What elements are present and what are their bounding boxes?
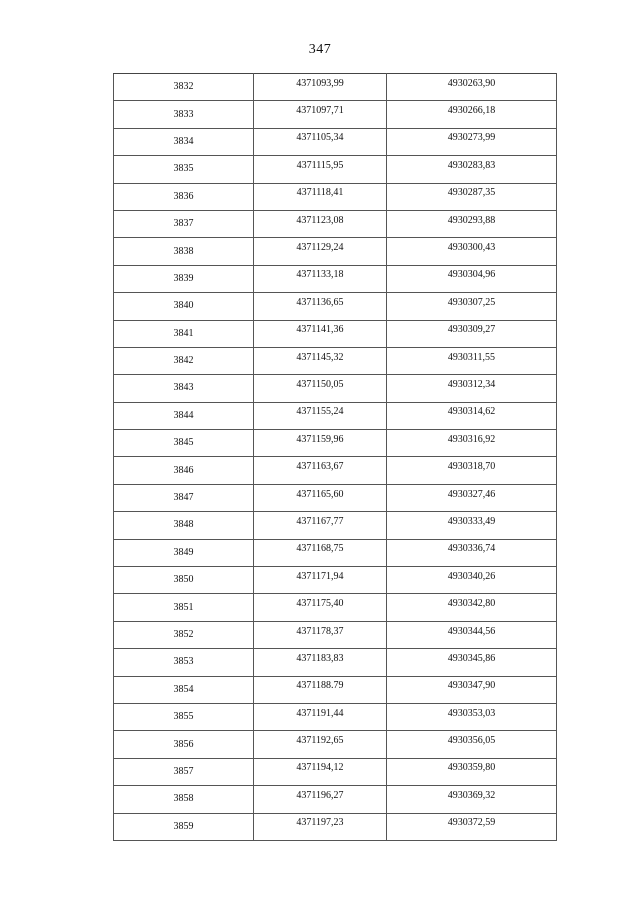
table-row bbox=[114, 731, 557, 758]
y-coordinate-cell: 4930340,26 bbox=[387, 567, 557, 594]
table-row bbox=[114, 758, 557, 785]
point-number-cell: 3833 bbox=[114, 101, 254, 128]
y-coordinate-cell: 4930327,46 bbox=[387, 484, 557, 511]
coordinates-table-body bbox=[114, 74, 557, 841]
y-coordinate-cell: 4930345,86 bbox=[387, 649, 557, 676]
x-coordinate-cell: 4371155,24 bbox=[254, 402, 387, 429]
y-coordinate-cell: 4930314,62 bbox=[387, 402, 557, 429]
table-row bbox=[114, 430, 557, 457]
point-number-cell: 3858 bbox=[114, 786, 254, 813]
point-number-cell: 3855 bbox=[114, 703, 254, 730]
table-row bbox=[114, 156, 557, 183]
point-number-cell: 3848 bbox=[114, 512, 254, 539]
point-number-cell: 3837 bbox=[114, 210, 254, 237]
y-coordinate-cell: 4930347,90 bbox=[387, 676, 557, 703]
table-row bbox=[114, 676, 557, 703]
point-number-cell: 3852 bbox=[114, 621, 254, 648]
y-coordinate-cell: 4930309,27 bbox=[387, 320, 557, 347]
x-coordinate-cell: 4371133,18 bbox=[254, 265, 387, 292]
point-number-cell: 3854 bbox=[114, 676, 254, 703]
table-row bbox=[114, 265, 557, 292]
table-row bbox=[114, 786, 557, 813]
point-number-cell: 3835 bbox=[114, 156, 254, 183]
y-coordinate-cell: 4930333,49 bbox=[387, 512, 557, 539]
x-coordinate-cell: 4371196,27 bbox=[254, 786, 387, 813]
y-coordinate-cell: 4930316,92 bbox=[387, 430, 557, 457]
page-number: 347 bbox=[308, 42, 332, 57]
table-row bbox=[114, 183, 557, 210]
point-number-cell: 3842 bbox=[114, 347, 254, 374]
table-row bbox=[114, 649, 557, 676]
point-number-cell: 3843 bbox=[114, 375, 254, 402]
table-row bbox=[114, 567, 557, 594]
table-row bbox=[114, 293, 557, 320]
table-row bbox=[114, 539, 557, 566]
point-number-cell: 3857 bbox=[114, 758, 254, 785]
point-number-cell: 3836 bbox=[114, 183, 254, 210]
x-coordinate-cell: 4371183,83 bbox=[254, 649, 387, 676]
x-coordinate-cell: 4371097,71 bbox=[254, 101, 387, 128]
x-coordinate-cell: 4371115,95 bbox=[254, 156, 387, 183]
y-coordinate-cell: 4930311,55 bbox=[387, 347, 557, 374]
table-row bbox=[114, 402, 557, 429]
point-number-cell: 3832 bbox=[114, 74, 254, 101]
point-number-cell: 3844 bbox=[114, 402, 254, 429]
y-coordinate-cell: 4930344,56 bbox=[387, 621, 557, 648]
y-coordinate-cell: 4930353,03 bbox=[387, 703, 557, 730]
y-coordinate-cell: 4930312,34 bbox=[387, 375, 557, 402]
y-coordinate-cell: 4930293,88 bbox=[387, 210, 557, 237]
y-coordinate-cell: 4930372,59 bbox=[387, 813, 557, 840]
x-coordinate-cell: 4371197,23 bbox=[254, 813, 387, 840]
x-coordinate-cell: 4371150,05 bbox=[254, 375, 387, 402]
y-coordinate-cell: 4930300,43 bbox=[387, 238, 557, 265]
point-number-cell: 3846 bbox=[114, 457, 254, 484]
y-coordinate-cell: 4930356,05 bbox=[387, 731, 557, 758]
table-row bbox=[114, 621, 557, 648]
y-coordinate-cell: 4930263,90 bbox=[387, 74, 557, 101]
x-coordinate-cell: 4371191,44 bbox=[254, 703, 387, 730]
x-coordinate-cell: 4371171,94 bbox=[254, 567, 387, 594]
point-number-cell: 3859 bbox=[114, 813, 254, 840]
point-number-cell: 3850 bbox=[114, 567, 254, 594]
table-row bbox=[114, 347, 557, 374]
x-coordinate-cell: 4371136,65 bbox=[254, 293, 387, 320]
y-coordinate-cell: 4930307,25 bbox=[387, 293, 557, 320]
x-coordinate-cell: 4371168,75 bbox=[254, 539, 387, 566]
table-row bbox=[114, 74, 557, 101]
x-coordinate-cell: 4371192,65 bbox=[254, 731, 387, 758]
y-coordinate-cell: 4930342,80 bbox=[387, 594, 557, 621]
table-row bbox=[114, 375, 557, 402]
x-coordinate-cell: 4371145,32 bbox=[254, 347, 387, 374]
table-row bbox=[114, 128, 557, 155]
table-row bbox=[114, 594, 557, 621]
x-coordinate-cell: 4371123,08 bbox=[254, 210, 387, 237]
table-row bbox=[114, 320, 557, 347]
table-row bbox=[114, 101, 557, 128]
table-row bbox=[114, 484, 557, 511]
y-coordinate-cell: 4930287,35 bbox=[387, 183, 557, 210]
x-coordinate-cell: 4371163,67 bbox=[254, 457, 387, 484]
table-row bbox=[114, 238, 557, 265]
point-number-cell: 3847 bbox=[114, 484, 254, 511]
x-coordinate-cell: 4371167,77 bbox=[254, 512, 387, 539]
point-number-cell: 3845 bbox=[114, 430, 254, 457]
x-coordinate-cell: 4371129,24 bbox=[254, 238, 387, 265]
point-number-cell: 3838 bbox=[114, 238, 254, 265]
table-row bbox=[114, 512, 557, 539]
point-number-cell: 3839 bbox=[114, 265, 254, 292]
table-row bbox=[114, 813, 557, 840]
point-number-cell: 3841 bbox=[114, 320, 254, 347]
x-coordinate-cell: 4371165,60 bbox=[254, 484, 387, 511]
y-coordinate-cell: 4930336,74 bbox=[387, 539, 557, 566]
x-coordinate-cell: 4371178,37 bbox=[254, 621, 387, 648]
y-coordinate-cell: 4930369,32 bbox=[387, 786, 557, 813]
table-row bbox=[114, 703, 557, 730]
x-coordinate-cell: 4371159,96 bbox=[254, 430, 387, 457]
point-number-cell: 3834 bbox=[114, 128, 254, 155]
point-number-cell: 3849 bbox=[114, 539, 254, 566]
x-coordinate-cell: 4371118,41 bbox=[254, 183, 387, 210]
x-coordinate-cell: 4371188.79 bbox=[254, 676, 387, 703]
y-coordinate-cell: 4930318,70 bbox=[387, 457, 557, 484]
y-coordinate-cell: 4930273,99 bbox=[387, 128, 557, 155]
x-coordinate-cell: 4371105,34 bbox=[254, 128, 387, 155]
table-row bbox=[114, 457, 557, 484]
point-number-cell: 3853 bbox=[114, 649, 254, 676]
y-coordinate-cell: 4930304,96 bbox=[387, 265, 557, 292]
coordinates-table bbox=[113, 73, 557, 841]
y-coordinate-cell: 4930266,18 bbox=[387, 101, 557, 128]
x-coordinate-cell: 4371175,40 bbox=[254, 594, 387, 621]
point-number-cell: 3851 bbox=[114, 594, 254, 621]
y-coordinate-cell: 4930283,83 bbox=[387, 156, 557, 183]
table-row bbox=[114, 210, 557, 237]
x-coordinate-cell: 4371141,36 bbox=[254, 320, 387, 347]
x-coordinate-cell: 4371093,99 bbox=[254, 74, 387, 101]
y-coordinate-cell: 4930359,80 bbox=[387, 758, 557, 785]
point-number-cell: 3856 bbox=[114, 731, 254, 758]
x-coordinate-cell: 4371194,12 bbox=[254, 758, 387, 785]
point-number-cell: 3840 bbox=[114, 293, 254, 320]
